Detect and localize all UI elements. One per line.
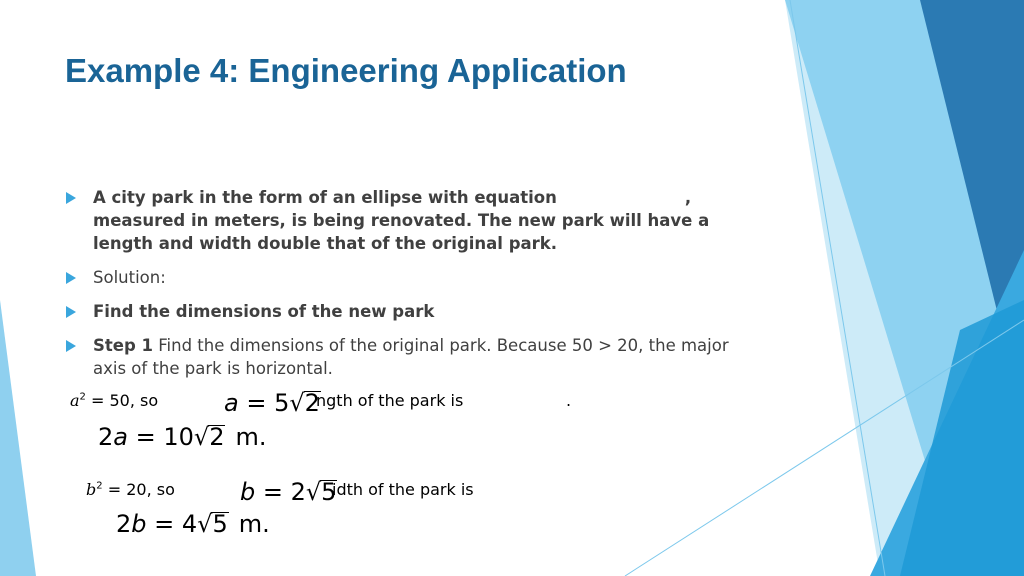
step-1-label: Step 1	[93, 336, 153, 355]
bullet-4-text: Find the dimensions of the original park. Because 50 > 20, the major axis of the park is horizontal.	[93, 336, 729, 378]
bullet-2-text: Solution:	[93, 268, 166, 287]
length-equation: 2a = 10√2 m.	[98, 423, 267, 451]
bullet-arrow-icon	[66, 340, 76, 352]
page-title: Example 4: Engineering Application	[65, 52, 627, 89]
b-equation: b = 2√5	[240, 478, 337, 506]
left-accent-shape	[0, 300, 36, 576]
bullet-1	[93, 186, 765, 255]
bullet-4	[93, 334, 765, 380]
length-period: .	[566, 391, 572, 410]
b-squared-line: $b^2 = 20$, so	[86, 480, 175, 499]
bullet-1-rest: measured in meters, is being renovated. The new park will have a length and width double that of the original park.	[93, 211, 710, 253]
bullet-3-text: Find the dimensions of the new park	[93, 302, 435, 321]
bullet-arrow-icon	[66, 306, 76, 318]
bullet-arrow-icon	[66, 192, 76, 204]
bullet-3	[93, 300, 765, 323]
length-text: ngth of the park is	[316, 391, 464, 410]
a-equation: a = 5√2	[224, 389, 320, 417]
bullet-2	[93, 266, 765, 289]
bullet-arrow-icon	[66, 272, 76, 284]
width-text: idth of the park is	[332, 480, 474, 499]
a-squared-line: $a^2 = 50$, so	[70, 391, 159, 410]
width-equation: 2b = 4√5 m.	[116, 510, 270, 538]
bullet-1-comma: ,	[684, 188, 692, 207]
bullet-1-lead: A city park in the form of an ellipse with equation	[93, 188, 557, 207]
